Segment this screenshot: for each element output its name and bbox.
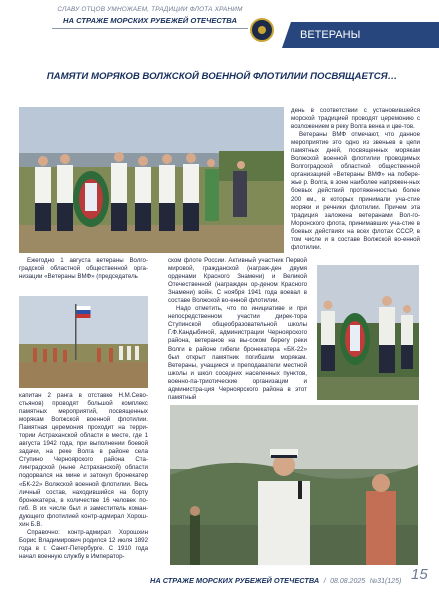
- paragraph: Надо отметить, что по инициативе и при непосредственном участии дирек-тора Ступинской общеобразовательной школы Г.Ф.Кандыбиной, администрации Черноярского района, ветеранов на вы-соком берегу реки Волги в районе гибели бронекатера «БК-22» был открыт памятник погибшим морякам. Ветераны, учащиеся и преподаватели местной школы и школ соседних населенных пунктов, военно-па-триотические организации и администра-ция Черноярского района в этот памятный: [168, 305, 307, 401]
- emblem-icon: [250, 18, 274, 42]
- paragraph: Ветераны ВМФ отмечают, что данное мероприятие это одно из звеньев в цепи памятных дней, посвященных морякам Волжской военной флотилии проводимых Волгоградской областной общественной организацией «Ветераны ВМФ» на побере-жье р. Волга, в зоне наиболее напряжен-ных боевых действий протяженностью более 200 км., в которых принимали уча-стие моряки и речники флотилии. Причем эта традиция заложена ветеранами Вол-го-Моронского флота, принимавших уча-стие в боевых действиях на всех флотах СССР, в том числе и в составе Волжской во-енной флотилии.: [291, 131, 420, 251]
- section-label: ВЕТЕРАНЫ: [300, 29, 361, 41]
- photo-wreath-at-monument: [317, 265, 419, 400]
- footer-date: 08.08.2025: [330, 578, 366, 585]
- paragraph: капитан 2 ранга в отставке Н.М.Сево-стьянов) проводят большой комплекс памятных мероприятий, посвященных морякам Волжской военной флотилии. Памятная церемония проходит на терри-тории Астраханской области в месте, где 1 августа 1942 года, при выполнении боевой задачи, на реке Волга в районе села Ступино Черноярского района Ста-линградской (ныне Астраханской) области подорвался на мине и затонул бронекатер «БК-22» Волжской военной флотилии. Весь личный состав, находившийся на борту бронекатера, в количестве 16 человек по-гиб. В их числе был и заместитель коман-дующего флотилией контр-адмирал Хорош-хин Б.В.: [19, 392, 148, 528]
- header-title: НА СТРАЖЕ МОРСКИХ РУБЕЖЕЙ ОТЕЧЕСТВА: [63, 16, 237, 25]
- article-col1-top: [19, 257, 148, 281]
- paragraph: день в соответствии с установившейся морской традицией проводят церемонию с возложением в реку Волга венка и цве-тов.: [291, 107, 420, 131]
- header-slogan: СЛАВУ ОТЦОВ УМНОЖАЕМ, ТРАДИЦИИ ФЛОТА ХРАНИМ: [57, 6, 243, 13]
- footer-title: НА СТРАЖЕ МОРСКИХ РУБЕЖЕЙ ОТЕЧЕСТВА: [150, 576, 320, 585]
- header-divider: [52, 28, 248, 29]
- photo-veterans-with-wreath: [19, 107, 284, 253]
- page-footer: [150, 566, 430, 586]
- paragraph: Справочно: контр-адмирал Хорошхин Борис Владимирович родился 12 июля 1892 года в г. Санкт-Петербурге. С 1910 года начал военную службу в Император-: [19, 528, 148, 560]
- paragraph: ском флоте России. Активный участник Первой мировой, гражданской (награж-ден двумя орденами Красного Знамени) и Великой Отечественной (награжден ор-деном Красного Знамени) войн. С ноября 1941 года воевал в составе Волжской во-енной флотилии.: [168, 257, 307, 305]
- page-number: 15: [411, 566, 428, 583]
- footer-issue: №31(125): [369, 578, 402, 585]
- article-col2: [168, 257, 307, 402]
- photo-veteran-speech: [170, 405, 418, 565]
- paragraph: Ежегодно 1 августа ветераны Волго-градской областной общественной орга-низации «Ветераны ВМФ» (председатель: [19, 257, 148, 281]
- photo-field-ceremony: [19, 296, 148, 388]
- section-tab: [282, 22, 439, 48]
- footer-separator: /: [323, 578, 326, 585]
- article-col3: [291, 107, 420, 252]
- article-headline: ПАМЯТИ МОРЯКОВ ВОЛЖСКОЙ ВОЕННОЙ ФЛОТИЛИИ ПОСВЯЩАЕТСЯ…: [46, 71, 398, 82]
- article-col1-bottom: [19, 392, 148, 561]
